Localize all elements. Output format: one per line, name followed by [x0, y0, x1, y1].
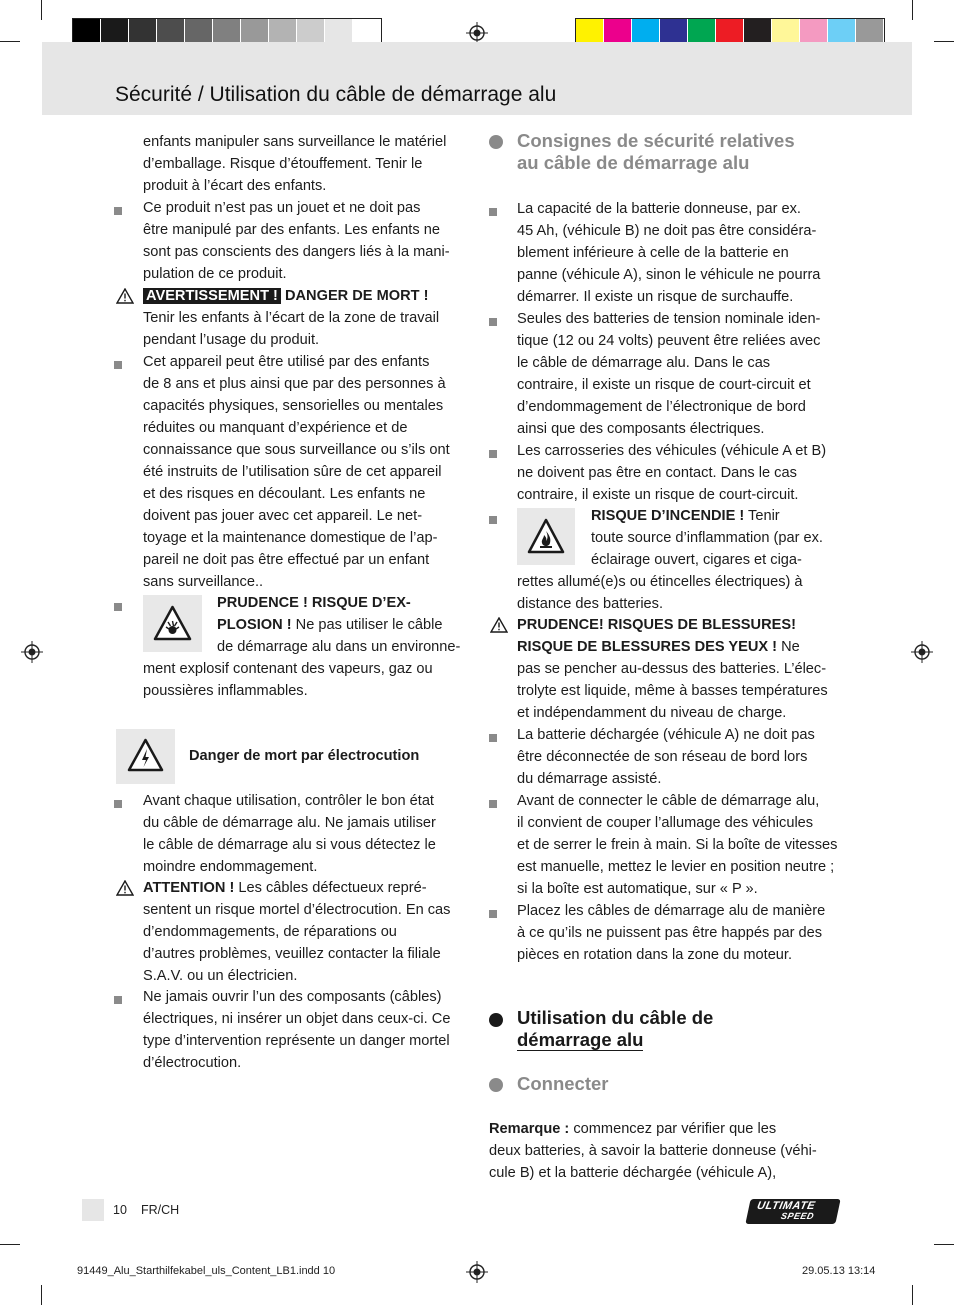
- crop-mark: [41, 1285, 42, 1305]
- section-bullet-icon: [489, 135, 503, 149]
- electrocution-warning-icon: [116, 729, 175, 784]
- left-bullet-5: Ne jamais ouvrir l’un des composants (câbles) électriques, ni insérer un objet dans ceux-ci. Ce type d’intervention représente un danger mortel d’électrocution.: [143, 989, 451, 1071]
- section-heading-usage: Utilisation du câble de démarrage alu: [517, 1007, 714, 1050]
- left-p1: enfants manipuler sans surveillance le matériel d’emballage. Risque d’étouffement. Tenir le produit à l’écart des enfants.: [143, 134, 447, 194]
- crop-mark: [912, 0, 913, 20]
- left-bullet-2: Cet appareil peut être utilisé par des enfants de 8 ans et plus ainsi que par des personnes à capacités physiques, sensorielles ou mentales réduites ou manquant d’expérience et de connaissance que sous surveillance ou s’ils ont été instruits de l’utilisation sûre de cet appareil et des risques en découlant. Les enfants ne doivent pas jouer avec cet appareil. Le net- toyage et la maintenance domestique de l’ap- pareil ne doit pas être effectué par un enfant sans surveillance..: [143, 354, 450, 590]
- crop-mark: [934, 41, 954, 42]
- section-heading-connect: Connecter: [517, 1073, 609, 1094]
- right-bullet-2: Seules des batteries de tension nominale iden- tique (12 ou 24 volts) peuvent être reliées avec le câble de démarrage alu. Dans le cas contraire, il existe un risque de court-circuit et d’endommagement de l’électronique de bord ainsi que des composants électriques.: [517, 311, 821, 437]
- bullet-icon: [489, 450, 497, 458]
- bullet-icon: [489, 516, 497, 524]
- bullet-icon: [114, 361, 122, 369]
- explosion-warning-icon: [143, 595, 202, 652]
- bullet-icon: [489, 910, 497, 918]
- slug-date: 29.05.13 13:14: [802, 1265, 876, 1277]
- right-bullet-1: La capacité de la batterie donneuse, par ex. 45 Ah, (véhicule B) ne doit pas être considéra- blement inférieure à celle de la batterie en panne (véhicule A), sinon le véhicule ne pourra démarrer. Il existe un risque de surchauffe.: [517, 201, 821, 305]
- electrocution-title: Danger de mort par électrocution: [189, 748, 420, 764]
- bullet-icon: [489, 208, 497, 216]
- warning-block-1: AVERTISSEMENT ! DANGER DE MORT ! Tenir les enfants à l’écart de la zone de travail pendant l’usage du produit.: [143, 288, 440, 348]
- warning-triangle-icon: [490, 617, 508, 633]
- left-bullet-4: Avant chaque utilisation, contrôler le bon état du câble de démarrage alu. Ne jamais utiliser le câble de démarrage alu si vous détectez le moindre endommagement.: [143, 793, 436, 875]
- section-bullet-icon: [489, 1013, 503, 1027]
- bullet-icon: [114, 207, 122, 215]
- registration-mark-icon: [466, 22, 488, 44]
- section-heading-safety: Consignes de sécurité relatives au câble de démarrage alu: [517, 130, 795, 173]
- crop-mark: [934, 1244, 954, 1245]
- slug-file-info: 91449_Alu_Starthilfekabel_uls_Content_LB1.indd 10: [77, 1265, 336, 1277]
- bullet-icon: [114, 603, 122, 611]
- warning-triangle-icon: [116, 288, 134, 304]
- brand-logo: ULTIMATE SPEED: [745, 1199, 840, 1224]
- crop-mark: [0, 1244, 20, 1245]
- bullet-icon: [489, 318, 497, 326]
- right-bullet-4-cont: rettes allumé(e)s ou étincelles électriques) à distance des batteries.: [517, 574, 803, 612]
- bullet-icon: [489, 800, 497, 808]
- fire-warning-icon: [517, 508, 575, 565]
- bullet-icon: [114, 800, 122, 808]
- page-title: Sécurité / Utilisation du câble de démarrage alu: [115, 83, 557, 106]
- right-bullet-4: RISQUE D’INCENDIE ! Tenir toute source d’inflammation (par ex. éclairage ouvert, cigares et ciga-: [591, 508, 823, 568]
- right-bullet-6: Avant de connecter le câble de démarrage alu, il convient de couper l’allumage des véhicules et de serrer le frein à main. Si la boîte de vitesses est manuelle, mettez le levier en position neutre ; si la boîte est automatique, sur « P ».: [517, 793, 838, 897]
- warning-label: AVERTISSEMENT !: [143, 288, 281, 304]
- warning-triangle-icon: [116, 880, 134, 896]
- right-bullet-7: Placez les câbles de démarrage alu de manière à ce qu’ils ne puissent pas être happés par des pièces en rotation dans la zone du moteur.: [517, 903, 826, 963]
- bullet-icon: [489, 734, 497, 742]
- crop-mark: [0, 41, 20, 42]
- registration-mark-icon: [21, 641, 43, 663]
- page-number: 10: [113, 1203, 127, 1217]
- crop-mark: [41, 0, 42, 20]
- note-block: Remarque : commencez par vérifier que les deux batteries, à savoir la batterie donneuse (véhi- cule B) et la batterie déchargée (véhicule A),: [489, 1121, 817, 1181]
- registration-mark-icon: [911, 641, 933, 663]
- bullet-icon: [114, 996, 122, 1004]
- language-code: FR/CH: [141, 1203, 180, 1217]
- right-bullet-5: La batterie déchargée (véhicule A) ne doit pas être déconnectée de son réseau de bord lors du démarrage assisté.: [517, 727, 815, 787]
- warning-block-2: PRUDENCE! RISQUES DE BLESSURES! RISQUE DE BLESSURES DES YEUX ! Ne pas se pencher au-dessus des batteries. L’élec- trolyte est liquide, même à basses températures et indépendamment du niveau de charge.: [517, 617, 828, 721]
- section-bullet-icon: [489, 1078, 503, 1092]
- attention-block: ATTENTION ! Les câbles défectueux repré- sentent un risque mortel d’électrocution. En cas d’endommagements, de réparations ou d’autres problèmes, veuillez contacter la filiale S.A.V. ou un électricien.: [143, 880, 451, 984]
- left-bullet-1: Ce produit n’est pas un jouet et ne doit pas être manipulé par des enfants. Les enfants ne sont pas conscients des dangers liés à la mani- pulation de ce produit.: [143, 200, 450, 282]
- page-number-box: [82, 1199, 104, 1221]
- right-bullet-3: Les carrosseries des véhicules (véhicule A et B) ne doivent pas être en contact. Dans le cas contraire, il existe un risque de court-circuit.: [517, 443, 827, 503]
- left-bullet-3-cont: ment explosif contenant des vapeurs, gaz ou poussières inflammables.: [143, 661, 433, 699]
- crop-mark: [912, 1285, 913, 1305]
- left-bullet-3: PRUDENCE ! RISQUE D’EX- PLOSION ! Ne pas utiliser le câble de démarrage alu dans un environne-: [217, 595, 461, 655]
- registration-mark-icon: [466, 1261, 488, 1283]
